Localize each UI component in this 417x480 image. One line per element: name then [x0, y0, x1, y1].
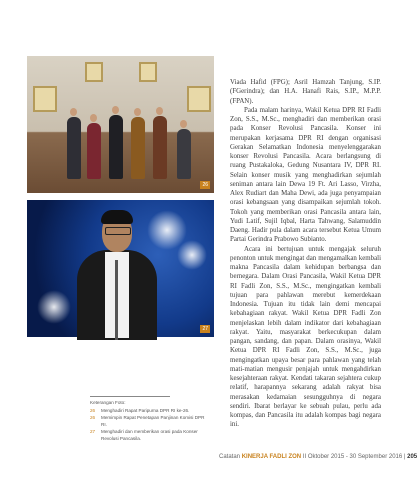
caption-item: 26 Menghadiri Rapat Paripurna DPR RI ke-26. [90, 408, 190, 413]
photo-captions [90, 399, 210, 442]
photo-number-badge: 26 [202, 182, 208, 188]
caption-divider [90, 396, 170, 397]
person-1 [67, 117, 81, 179]
painting-right [187, 86, 211, 112]
footer-period: II Oktober 2015 - 30 September 2016 [302, 454, 403, 460]
portrait-frame-right [139, 62, 157, 82]
caption-item: 27 Menghadiri dan memberikan orasi pada Konser Revolusi Pancasila. [90, 429, 198, 441]
footer-prefix: Catatan [219, 454, 241, 460]
photo-group-reception [27, 56, 214, 193]
portrait-frame-left [85, 62, 103, 82]
photo-number-badge: 27 [202, 326, 208, 332]
paragraph-2: Pada malam harinya, Wakil Ketua DPR RI Fadli Zon, S.S., M.Sc., menghadiri dan memberikan orasi pada Konser Revolusi Pancasila. Konser ini merupakan kerjasama DPR RI dengan organisasi Gerakan Selamatkan Indonesia menyelenggarakan konser Revolusi Pancasila. Acara berlangsung di ruang Pustakaloka, Gedung Nusantara IV, DPR RI. Selain konser musik yang menghadirkan sejumlah seniman antara lain Dewa 19 Ft. Ari Lasso, Virzha, Alex Rudiart dan Maha Dewi, ada juga penyampaian orasi kebangsaan yang disampaikan sejumlah tokoh. Tokoh yang memberikan orasi Pancasila antara lain, Yudi Latif, Sujil Iqbal, Harta Tahwang, Salamuddin Daeng. Hadir pula dalam acara tersebut Ketua Umum Partai Gerindra Prabowo Subianto. [230, 106, 381, 244]
paragraph-3: Acara ini bertujuan untuk mengajak seluruh penonton untuk mengingat dan mengamalkan kembali makna Pancasila dalam kehidupan berbangsa dan bernegara. Dalam Orasi Pancasila, Wakil Ketua DPR RI Fadli Zon, S.S., M.Sc., mengingatkan kembali tujuan para pahlawan merebut kemerdekaan Indonesia. Tujuan itu tidak lain demi mencapai kebahagiaan rakyat. Wakil Ketua DPR Fadli Zon menjelaskan lebih dalam indikator dari kebahagiaan rakyat. Yaitu, masyarakat berkecukupan dalam pangan, sandang, dan papan. Dalam orasinya, Wakil Ketua DPR RI Fadli Zon, S.S., M.Sc., juga mengingatkan upaya besar para pahlawan yang telah mati-matian mengusir penjajah untuk mengahdirkan kesejahteraan rakyat. Kendati takaran sejahtera cukup relatif, harapannya sekarang adalah rakyat bisa merasakan kedamaian sesungguhnya di negara sendiri. Ibarat berlayar ke sebuah pulau, perlu ada kompas, dan Pancasila itu adalah kompas bagi negara ini. [230, 245, 381, 429]
photo-speaker-stage [27, 200, 214, 337]
glasses-icon [105, 227, 131, 235]
page-number: 205 [407, 454, 417, 460]
microphone-icon [115, 260, 118, 340]
person-6 [177, 129, 191, 179]
person-5 [153, 116, 167, 179]
caption-item: 26 Memimpin Rapat Penetapan Panjinan Komisi DPR RI. [90, 415, 205, 427]
paragraph-1: Viada Hafid (FPG); Asril Hamzah Tanjung, S.IP. (FGerindra); dan H.A. Hanafi Rais, S.IP., M.P.P. (FPAN). [230, 79, 381, 105]
person-2 [87, 123, 101, 179]
footer-title: KINERJA FADLI ZON [241, 454, 302, 460]
person-3 [109, 115, 123, 179]
article-body [230, 78, 381, 430]
person-4 [131, 117, 145, 179]
page-footer: Catatan KINERJA FADLI ZON II Oktober 2015 - 30 September 2016 | 205 [219, 454, 417, 460]
painting-left [33, 86, 57, 112]
caption-title: Keterangan Foto: [90, 400, 126, 405]
